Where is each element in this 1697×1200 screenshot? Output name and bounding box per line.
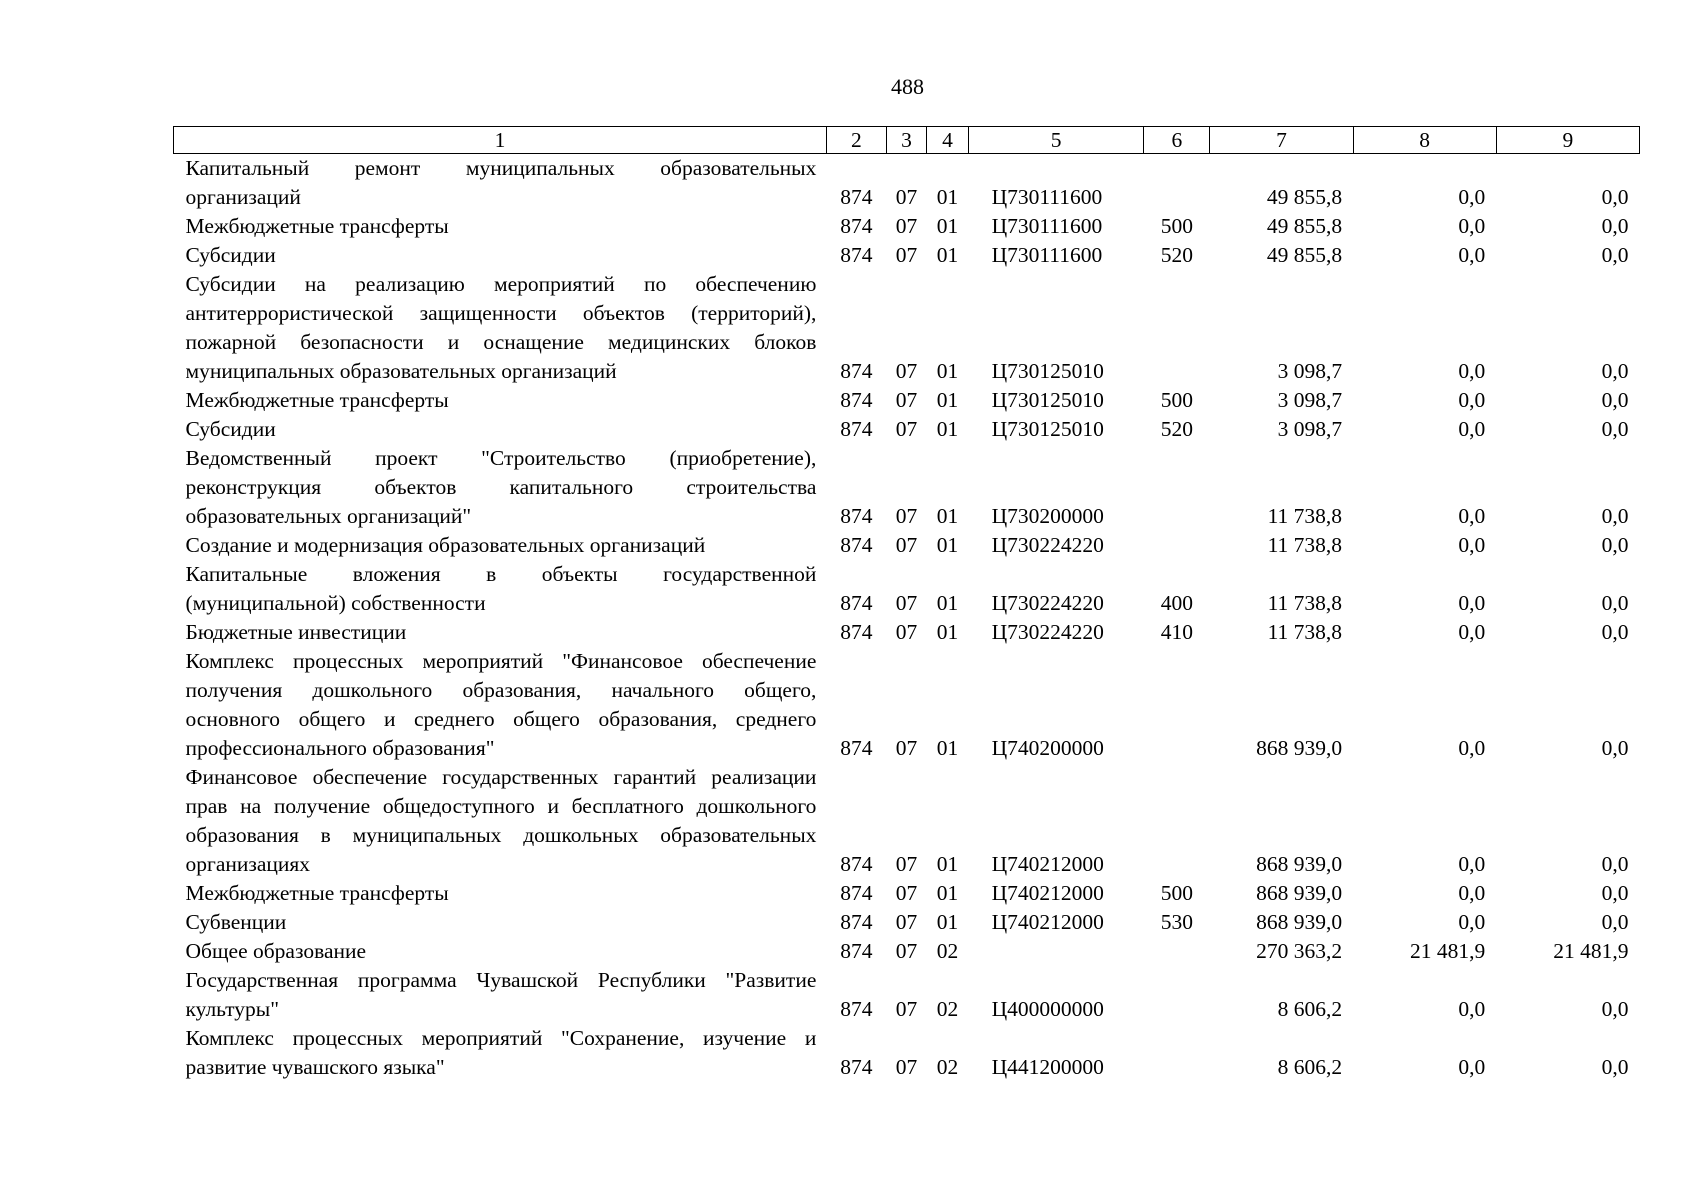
amount-col-7: 868 939,0 — [1256, 852, 1343, 876]
subsection-code: 01 — [936, 591, 959, 615]
ministry-code: 874 — [840, 620, 873, 644]
amount-col-8: 0,0 — [1458, 359, 1486, 383]
table-row — [174, 386, 1640, 415]
item-name: Межбюджетные трансферты — [185, 388, 449, 412]
amount-col-8: 0,0 — [1458, 881, 1486, 905]
subsection-code: 01 — [936, 620, 959, 644]
amount-col-9: 0,0 — [1601, 359, 1629, 383]
subsection-code: 01 — [936, 359, 959, 383]
subsection-code: 02 — [936, 997, 959, 1021]
expense-type-code: 520 — [1160, 243, 1193, 267]
ministry-code: 874 — [840, 388, 873, 412]
amount-col-8: 0,0 — [1458, 417, 1486, 441]
target-article-code: Ц730125010 — [991, 417, 1104, 441]
section-code: 07 — [895, 533, 918, 557]
subsection-code: 01 — [936, 881, 959, 905]
ministry-code: 874 — [840, 736, 873, 760]
amount-col-7: 49 855,8 — [1266, 214, 1343, 238]
target-article-code: Ц730111600 — [991, 185, 1103, 209]
section-code: 07 — [895, 504, 918, 528]
column-header-9: 9 — [1496, 127, 1639, 154]
amount-col-8: 0,0 — [1458, 910, 1486, 934]
target-article-code: Ц400000000 — [991, 997, 1104, 1021]
expense-type-code — [1144, 444, 1210, 531]
amount-col-7: 11 738,8 — [1267, 620, 1343, 644]
amount-col-7: 11 738,8 — [1267, 504, 1343, 528]
table-row — [174, 415, 1640, 444]
section-code: 07 — [895, 881, 918, 905]
table-header-row — [174, 127, 1640, 154]
amount-col-7: 11 738,8 — [1267, 591, 1343, 615]
target-article-code — [969, 937, 1144, 966]
expense-type-code — [1144, 966, 1210, 1024]
amount-col-7: 49 855,8 — [1266, 185, 1343, 209]
target-article-code: Ц740200000 — [991, 736, 1104, 760]
target-article-code: Ц730111600 — [991, 214, 1103, 238]
amount-col-9: 0,0 — [1601, 736, 1629, 760]
target-article-code: Ц730224220 — [991, 533, 1104, 557]
table-row — [174, 212, 1640, 241]
expense-type-code: 500 — [1160, 214, 1193, 238]
amount-col-9: 0,0 — [1601, 620, 1629, 644]
subsection-code: 01 — [936, 214, 959, 238]
ministry-code: 874 — [840, 997, 873, 1021]
amount-col-8: 0,0 — [1458, 852, 1486, 876]
amount-col-7: 11 738,8 — [1267, 533, 1343, 557]
table-row — [174, 879, 1640, 908]
table-row — [174, 937, 1640, 966]
item-name: Комплекс процессных мероприятий "Сохранение, изучение и развитие чувашского языка" — [185, 1026, 817, 1079]
item-name: Межбюджетные трансферты — [185, 214, 449, 238]
amount-col-8: 0,0 — [1458, 214, 1486, 238]
amount-col-8: 0,0 — [1458, 1055, 1486, 1079]
section-code: 07 — [895, 185, 918, 209]
amount-col-7: 868 939,0 — [1256, 736, 1343, 760]
section-code: 07 — [895, 417, 918, 441]
expense-type-code — [1144, 1024, 1210, 1082]
ministry-code: 874 — [840, 910, 873, 934]
section-code: 07 — [895, 910, 918, 934]
amount-col-8: 0,0 — [1458, 736, 1486, 760]
subsection-code: 01 — [936, 504, 959, 528]
ministry-code: 874 — [840, 1055, 873, 1079]
column-header-2: 2 — [826, 127, 886, 154]
ministry-code: 874 — [840, 185, 873, 209]
ministry-code: 874 — [840, 243, 873, 267]
item-name: Общее образование — [185, 939, 367, 963]
amount-col-9: 0,0 — [1601, 852, 1629, 876]
target-article-code: Ц730125010 — [991, 388, 1104, 412]
page-number: 488 — [891, 74, 924, 99]
amount-col-9: 0,0 — [1601, 997, 1629, 1021]
ministry-code: 874 — [840, 417, 873, 441]
target-article-code: Ц730111600 — [991, 243, 1103, 267]
item-name: Ведомственный проект "Строительство (приобретение), реконструкция объектов капитального строительства образовательных организаций" — [185, 446, 817, 528]
table-row — [174, 270, 1640, 386]
subsection-code: 01 — [936, 417, 959, 441]
ministry-code: 874 — [840, 214, 873, 238]
expense-type-code — [1144, 270, 1210, 386]
section-code: 07 — [895, 736, 918, 760]
item-name: Межбюджетные трансферты — [185, 881, 449, 905]
target-article-code: Ц730224220 — [991, 591, 1104, 615]
ministry-code: 874 — [840, 504, 873, 528]
section-code: 07 — [895, 591, 918, 615]
target-article-code: Ц740212000 — [991, 910, 1104, 934]
amount-col-9: 21 481,9 — [1553, 939, 1629, 963]
subsection-code: 01 — [936, 736, 959, 760]
item-name: Субвенции — [185, 910, 287, 934]
column-header-5: 5 — [969, 127, 1144, 154]
item-name: Комплекс процессных мероприятий "Финансовое обеспечение получения дошкольного образования, начального общего, основного общего и среднего общего образования, среднего профессионального образования" — [185, 649, 817, 760]
target-article-code: Ц441200000 — [991, 1055, 1104, 1079]
target-article-code: Ц740212000 — [991, 852, 1104, 876]
amount-col-9: 0,0 — [1601, 1055, 1629, 1079]
section-code: 07 — [895, 852, 918, 876]
expense-type-code: 530 — [1160, 910, 1193, 934]
table-row — [174, 531, 1640, 560]
amount-col-8: 21 481,9 — [1410, 939, 1486, 963]
subsection-code: 01 — [936, 388, 959, 412]
table-row — [174, 908, 1640, 937]
ministry-code: 874 — [840, 939, 873, 963]
section-code: 07 — [895, 1055, 918, 1079]
expense-type-code: 520 — [1160, 417, 1193, 441]
ministry-code: 874 — [840, 881, 873, 905]
column-header-8: 8 — [1353, 127, 1496, 154]
amount-col-9: 0,0 — [1601, 214, 1629, 238]
ministry-code: 874 — [840, 359, 873, 383]
amount-col-9: 0,0 — [1601, 417, 1629, 441]
expense-type-code — [1144, 647, 1210, 763]
amount-col-7: 8 606,2 — [1277, 1055, 1343, 1079]
amount-col-7: 3 098,7 — [1277, 388, 1343, 412]
budget-table — [173, 126, 1640, 1082]
amount-col-7: 868 939,0 — [1256, 881, 1343, 905]
expense-type-code: 500 — [1160, 881, 1193, 905]
target-article-code: Ц730200000 — [991, 504, 1104, 528]
amount-col-8: 0,0 — [1458, 504, 1486, 528]
amount-col-9: 0,0 — [1601, 910, 1629, 934]
item-name: Создание и модернизация образовательных организаций — [185, 533, 706, 557]
expense-type-code: 400 — [1160, 591, 1193, 615]
ministry-code: 874 — [840, 852, 873, 876]
section-code: 07 — [895, 359, 918, 383]
amount-col-8: 0,0 — [1458, 997, 1486, 1021]
column-header-1: 1 — [174, 127, 827, 154]
amount-col-9: 0,0 — [1601, 591, 1629, 615]
table-row — [174, 618, 1640, 647]
subsection-code: 02 — [936, 1055, 959, 1079]
amount-col-9: 0,0 — [1601, 388, 1629, 412]
table-body — [174, 154, 1640, 1083]
amount-col-7: 3 098,7 — [1277, 417, 1343, 441]
amount-col-7: 270 363,2 — [1256, 939, 1343, 963]
table-row — [174, 560, 1640, 618]
item-name: Капитальный ремонт муниципальных образовательных организаций — [185, 156, 817, 209]
amount-col-8: 0,0 — [1458, 243, 1486, 267]
amount-col-7: 868 939,0 — [1256, 910, 1343, 934]
amount-col-7: 8 606,2 — [1277, 997, 1343, 1021]
column-header-7: 7 — [1210, 127, 1353, 154]
section-code: 07 — [895, 997, 918, 1021]
table-row — [174, 444, 1640, 531]
item-name: Субсидии — [185, 243, 276, 267]
expense-type-code — [1144, 531, 1210, 560]
section-code: 07 — [895, 214, 918, 238]
target-article-code: Ц730224220 — [991, 620, 1104, 644]
table-row — [174, 1024, 1640, 1082]
amount-col-8: 0,0 — [1458, 533, 1486, 557]
item-name: Бюджетные инвестиции — [185, 620, 407, 644]
amount-col-8: 0,0 — [1458, 591, 1486, 615]
ministry-code: 874 — [840, 591, 873, 615]
item-name: Субсидии на реализацию мероприятий по обеспечению антитеррористической защищенности объектов (территорий), пожарной безопасности и оснащение медицинских блоков муниципальных образовательных организаций — [185, 272, 817, 383]
section-code: 07 — [895, 243, 918, 267]
column-header-4: 4 — [927, 127, 969, 154]
subsection-code: 01 — [936, 852, 959, 876]
table-row — [174, 763, 1640, 879]
amount-col-9: 0,0 — [1601, 243, 1629, 267]
section-code: 07 — [895, 388, 918, 412]
column-header-3: 3 — [886, 127, 926, 154]
amount-col-9: 0,0 — [1601, 533, 1629, 557]
subsection-code: 01 — [936, 243, 959, 267]
table-row — [174, 647, 1640, 763]
amount-col-7: 3 098,7 — [1277, 359, 1343, 383]
column-header-6: 6 — [1144, 127, 1210, 154]
expense-type-code — [1144, 763, 1210, 879]
amount-col-8: 0,0 — [1458, 388, 1486, 412]
subsection-code: 01 — [936, 910, 959, 934]
expense-type-code: 410 — [1160, 620, 1193, 644]
amount-col-9: 0,0 — [1601, 504, 1629, 528]
item-name: Государственная программа Чувашской Республики "Развитие культуры" — [185, 968, 817, 1021]
amount-col-8: 0,0 — [1458, 620, 1486, 644]
amount-col-7: 49 855,8 — [1266, 243, 1343, 267]
section-code: 07 — [895, 939, 918, 963]
amount-col-8: 0,0 — [1458, 185, 1486, 209]
target-article-code: Ц740212000 — [991, 881, 1104, 905]
amount-col-9: 0,0 — [1601, 185, 1629, 209]
item-name: Финансовое обеспечение государственных гарантий реализации прав на получение общедоступного и бесплатного дошкольного образования в муниципальных дошкольных образовательных организациях — [185, 765, 817, 876]
table-row — [174, 966, 1640, 1024]
section-code: 07 — [895, 620, 918, 644]
item-name: Субсидии — [185, 417, 276, 441]
item-name: Капитальные вложения в объекты государственной (муниципальной) собственности — [185, 562, 817, 615]
ministry-code: 874 — [840, 533, 873, 557]
subsection-code: 02 — [936, 939, 959, 963]
subsection-code: 01 — [936, 185, 959, 209]
target-article-code: Ц730125010 — [991, 359, 1104, 383]
amount-col-9: 0,0 — [1601, 881, 1629, 905]
table-row — [174, 154, 1640, 213]
table-row — [174, 241, 1640, 270]
expense-type-code — [1144, 937, 1210, 966]
subsection-code: 01 — [936, 533, 959, 557]
expense-type-code — [1144, 154, 1210, 213]
expense-type-code: 500 — [1160, 388, 1193, 412]
